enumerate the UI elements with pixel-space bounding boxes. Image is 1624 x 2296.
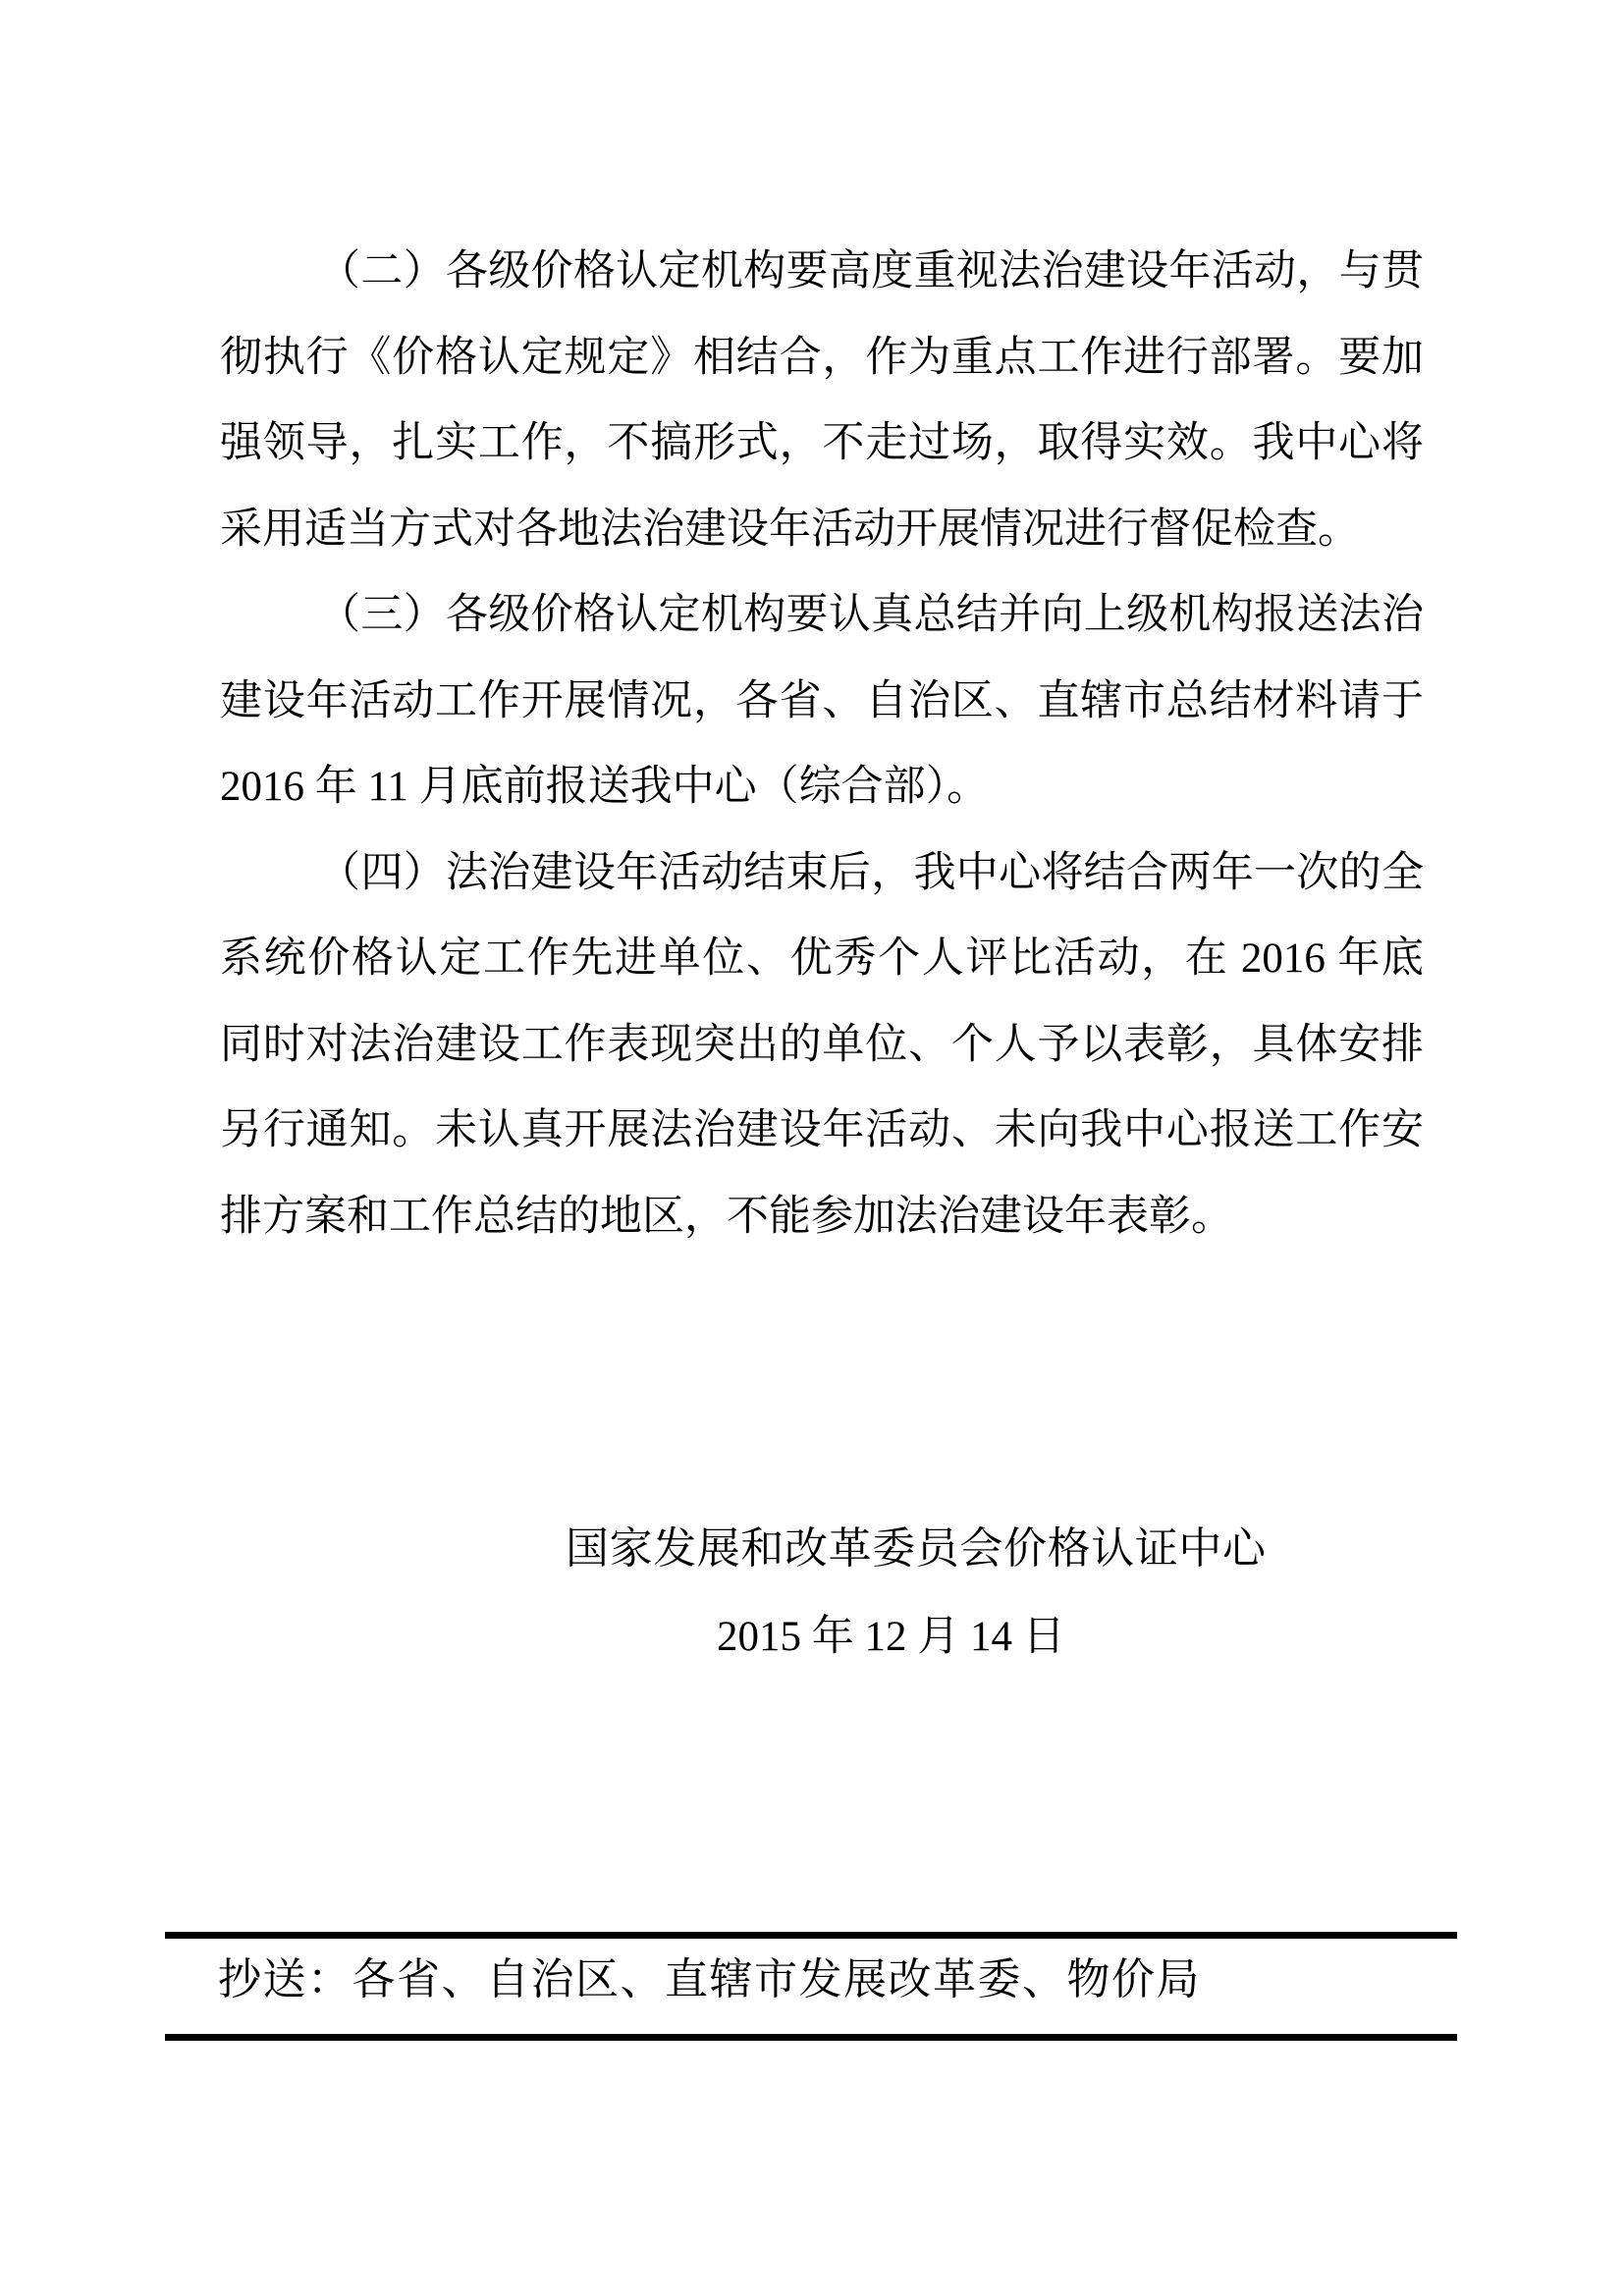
body-line: 同时对法治建设工作表现突出的单位、个人予以表彰，具体安排: [220, 1021, 1424, 1068]
signature-date: 2015 年 12 月 14 日: [717, 1614, 1065, 1660]
footer-cc-line: 抄送：各省、自治区、直辖市发展改革委、物价局: [218, 1955, 1201, 2003]
body-line: 采用适当方式对各地法治建设年活动开展情况进行督促检查。: [220, 506, 1360, 553]
body-line: （三）各级价格认定机构要认真总结并向上级机构报送法治: [318, 592, 1424, 638]
footer-rule-bottom: [165, 2034, 1457, 2041]
body-line: 另行通知。未认真开展法治建设年活动、未向我中心报送工作安: [220, 1107, 1424, 1153]
body-line: 建设年活动工作开展情况，各省、自治区、直辖市总结材料请于: [220, 677, 1424, 724]
body-line: （四）法治建设年活动结束后，我中心将结合两年一次的全: [318, 849, 1424, 896]
body-line: 排方案和工作总结的地区，不能参加法治建设年表彰。: [220, 1193, 1233, 1240]
body-line: 2016 年 11 月底前报送我中心（综合部）。: [220, 764, 990, 810]
body-line: 强领导，扎实工作，不搞形式，不走过场，取得实效。我中心将: [220, 420, 1424, 466]
body-line: （二）各级价格认定机构要高度重视法治建设年活动，与贯: [318, 248, 1424, 294]
document-body: [220, 229, 1424, 1259]
signature-organization: 国家发展和改革委员会价格认证中心: [566, 1524, 1267, 1573]
body-line: 系统价格认定工作先进单位、优秀个人评比活动，在 2016 年底: [220, 935, 1424, 982]
footer-rule-top: [165, 1932, 1457, 1939]
body-line: 彻执行《价格认定规定》相结合，作为重点工作进行部署。要加: [220, 334, 1424, 381]
